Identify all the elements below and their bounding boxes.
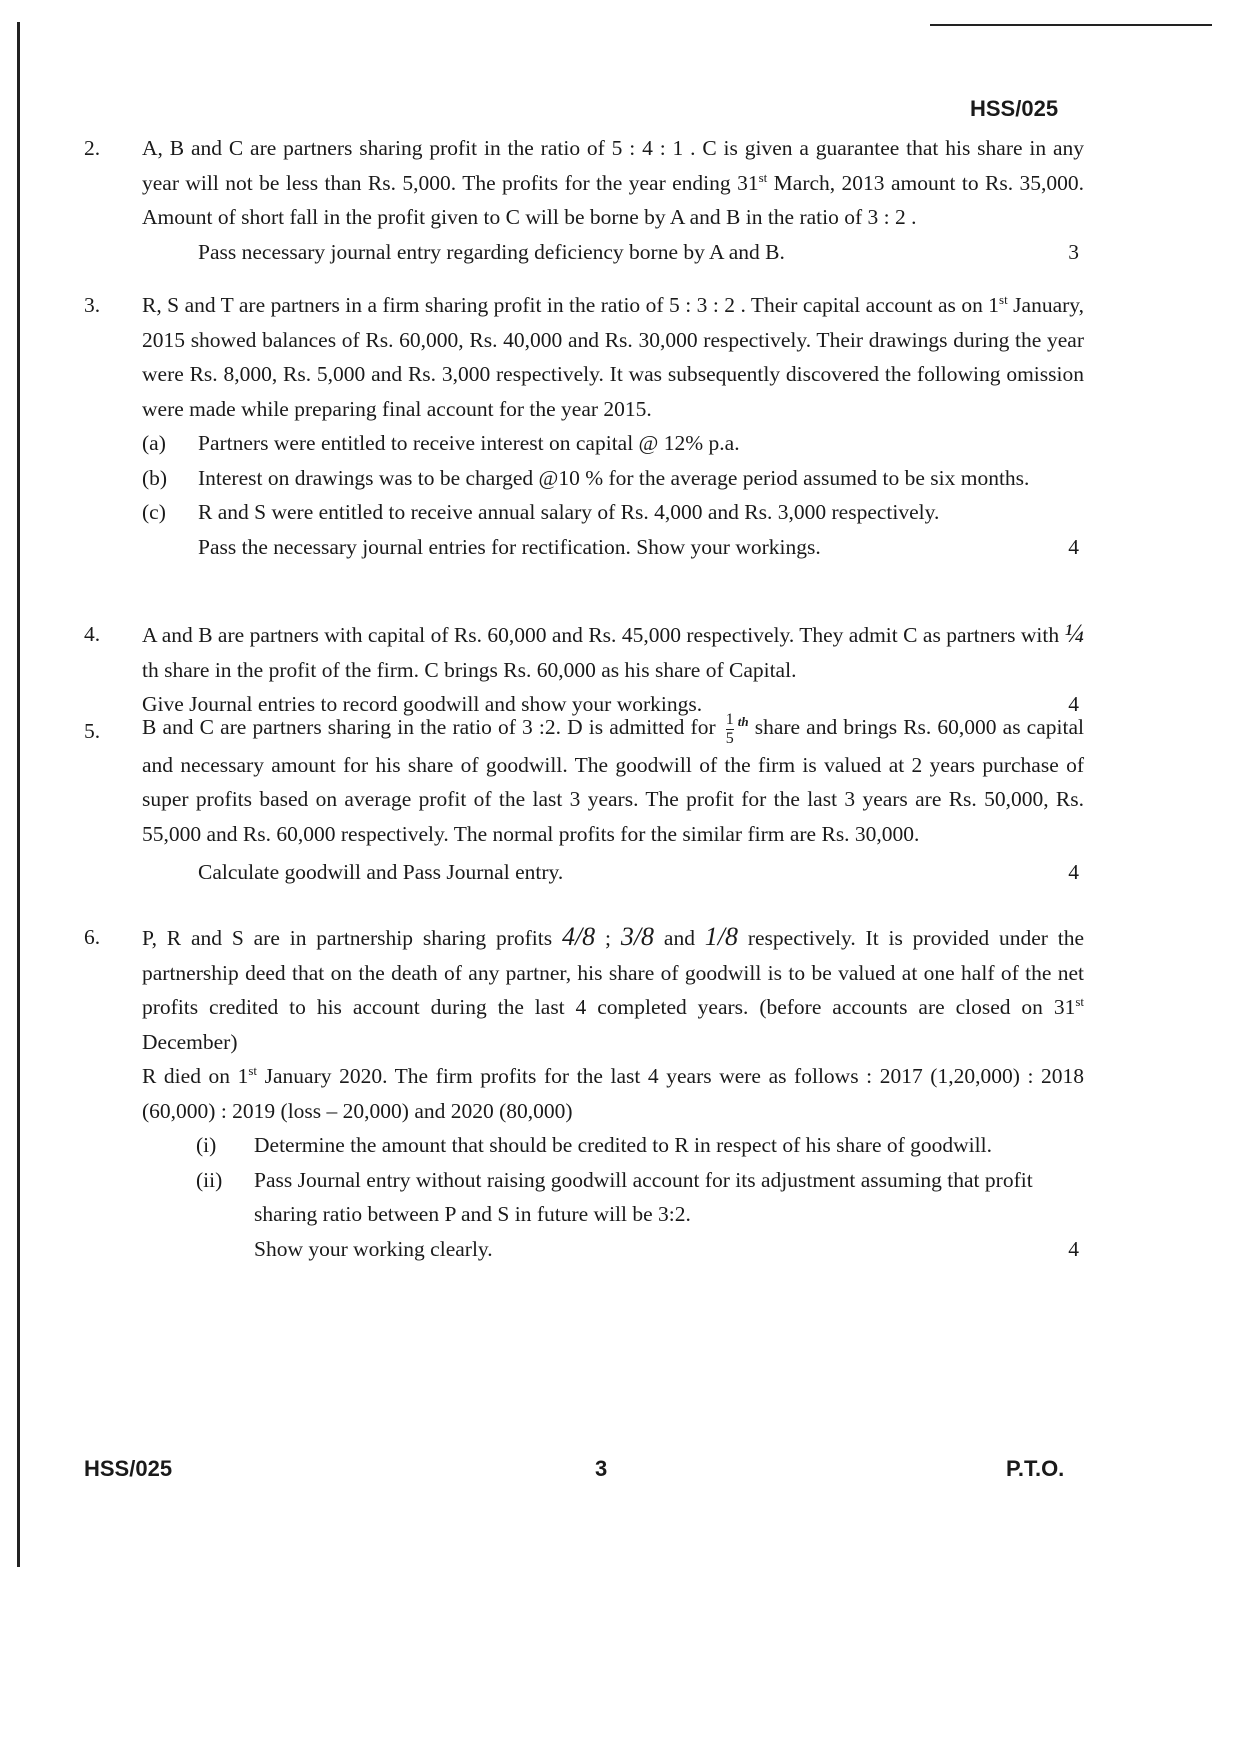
instruction: Show your working clearly.: [254, 1236, 493, 1261]
instruction-row: [84, 1232, 1084, 1267]
instruction: Pass the necessary journal entries for rectification. Show your workings.: [198, 534, 821, 559]
question-text: P, R and S are in partnership sharing profits 4/8 ; 3/8 and 1/8 respectively. It is provided under the partnership deed that on the death of any partner, his share of goodwill is to be valued at one half of the net profits credited to his account during the last 4 completed years. (before accounts are closed on 31st December) R died on 1st January 2020. The firm profits for the last 4 years were as follows : 2017 (1,20,000) : 2018 (60,000) : 2019 (loss – 20,000) and 2020 (80,000): [142, 922, 1084, 1123]
question-number: 2.: [84, 136, 101, 160]
question-number: 5.: [84, 719, 101, 743]
sub-item-ii: (ii) Pass Journal entry without raising goodwill account for its adjustment assuming that profit sharing ratio between P and S in future will be 3:2.: [196, 1167, 1033, 1226]
question-number: 3.: [84, 293, 101, 317]
marks: 4: [1068, 534, 1079, 559]
instruction: Give Journal entries to record goodwill and show your workings.: [142, 692, 703, 716]
sub-item-a: (a) Partners were entitled to receive interest on capital @ 12% p.a.: [142, 431, 740, 455]
fraction-one-fifth: $\frac{1}{5}$: [725, 710, 734, 747]
fraction-four-eighths: 4/8: [561, 922, 596, 951]
fraction-three-eighths: 3/8: [620, 922, 655, 951]
sub-item-c: (c) R and S were entitled to receive annual salary of Rs. 4,000 and Rs. 3,000 respectively.: [142, 500, 940, 524]
top-rule: [930, 24, 1212, 26]
question-text: B and C are partners sharing in the ratio of 3 :2. D is admitted for $\frac{1}{5}$ $^{th}$ share and brings Rs. 60,000 as capital and necessary amount for his share of goodwill. The goodwill of the firm is valued at 2 years purchase of super profits based on average profit of the last 3 years. The profit for the last 3 years are Rs. 50,000, Rs. 55,000 and Rs. 60,000 respectively. The normal profits for the similar firm are Rs. 30,000.: [142, 710, 1084, 846]
page-number: 3: [595, 1456, 608, 1481]
fraction-one-eighth: 1/8: [704, 922, 739, 951]
pto-label: P.T.O.: [1006, 1456, 1065, 1481]
marks: 3: [1068, 239, 1079, 264]
fraction-one-fourth: ¼: [1064, 619, 1084, 648]
question-text: A and B are partners with capital of Rs. 60,000 and Rs. 45,000 respectively. They admit C as partners with ¼th share in the profit of the firm. C brings Rs. 60,000 as his share of Capital.: [142, 619, 1084, 682]
instruction: Pass necessary journal entry regarding deficiency borne by A and B.: [198, 239, 785, 264]
question-4: [84, 617, 1084, 722]
question-5: [84, 710, 1084, 890]
instruction: Calculate goodwill and Pass Journal entry.: [198, 860, 564, 885]
question-number: 4.: [84, 622, 101, 646]
marks: 4: [1068, 860, 1079, 885]
question-6: [84, 920, 1084, 1266]
marks: 4: [1068, 1236, 1079, 1261]
footer-code: HSS/025: [84, 1456, 173, 1481]
question-number: 6.: [84, 925, 101, 949]
sub-item-b: (b) Interest on drawings was to be charged @10 % for the average period assumed to be six months.: [142, 465, 1030, 490]
sub-item-i: (i) Determine the amount that should be credited to R in respect of his share of goodwill.: [196, 1133, 992, 1157]
question-text: A, B and C are partners sharing profit in the ratio of 5 : 4 : 1 . C is given a guarantee that his share in any year will not be less than Rs. 5,000. The profits for the year ending 31st March, 2013 amount to Rs. 35,000. Amount of short fall in the profit given to C will be borne by A and B in the ratio of 3 : 2 .: [142, 136, 1084, 229]
question-2: [84, 131, 1084, 269]
left-margin-line: [17, 22, 20, 1567]
instruction-row: [84, 235, 1084, 270]
marks: 4: [1068, 692, 1079, 716]
header-code: HSS/025: [970, 96, 1059, 121]
instruction-row: [84, 855, 1084, 890]
question-3: [84, 288, 1084, 564]
question-text: R, S and T are partners in a firm sharing profit in the ratio of 5 : 3 : 2 . Their capital account as on 1st January, 2015 showed balances of Rs. 60,000, Rs. 40,000 and Rs. 30,000 respectively. Their drawings during the year were Rs. 8,000, Rs. 5,000 and Rs. 3,000 respectively. It was subsequently discovered the following omission were made while preparing final account for the year 2015.: [142, 291, 1084, 421]
instruction-row: [84, 530, 1084, 565]
